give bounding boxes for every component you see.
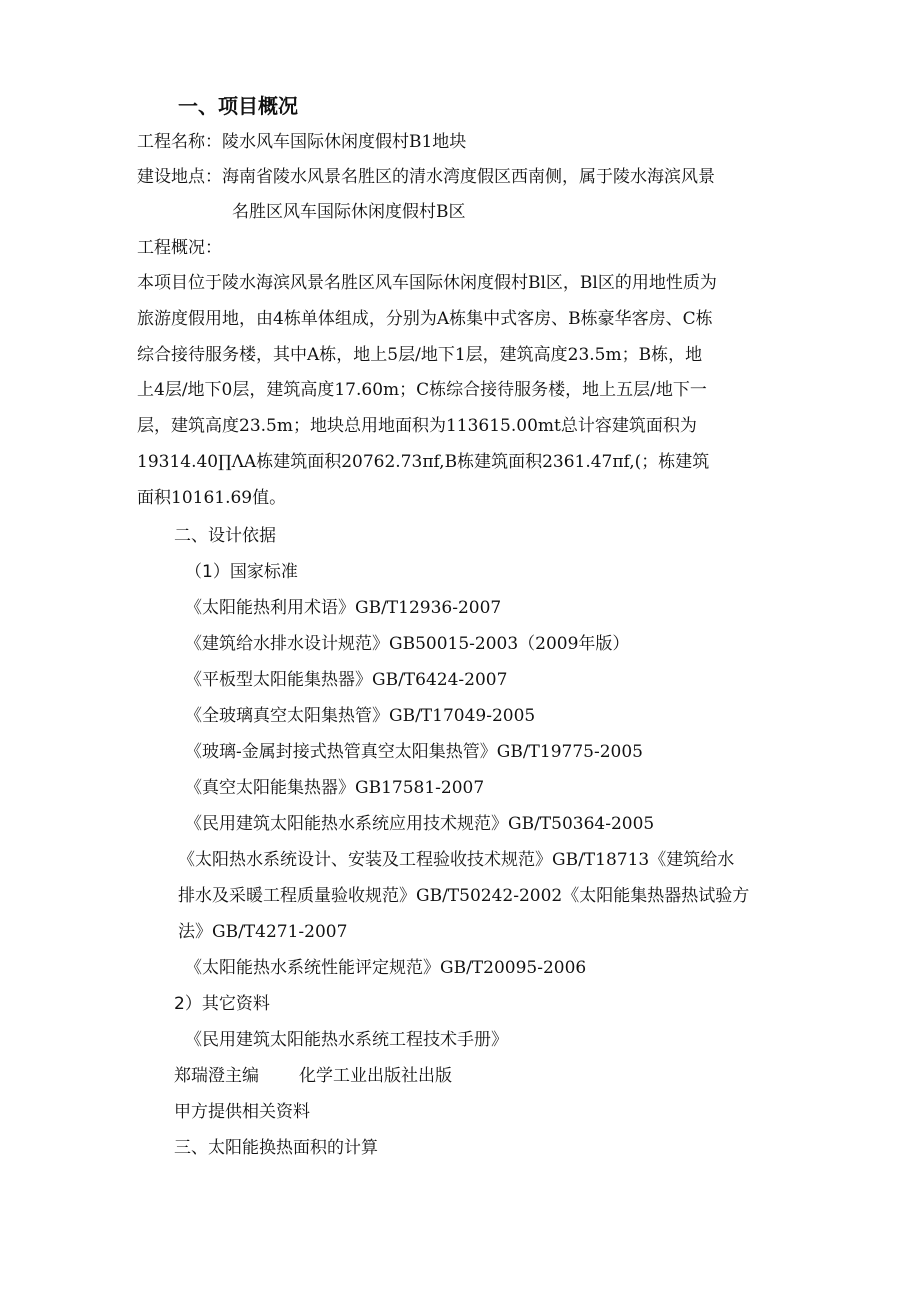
overview-line: 旅游度假用地，由4栋单体组成，分别为A栋集中式客房、B栋豪华客房、C栋 bbox=[137, 309, 713, 329]
overview-line: 19314.40∏ΛA栋建筑面积20762.73πf,B栋建筑面积2361.47πf,(；栋建筑 bbox=[137, 452, 710, 472]
project-name-row bbox=[137, 130, 466, 154]
overview-line: 层，建筑高度23.5m；地块总用地面积为113615.00mt总计容建筑面积为 bbox=[137, 416, 697, 436]
other-materials-title: 2）其它资料 bbox=[174, 994, 270, 1014]
standard-multi-line: 法》GB/T4271-2007 bbox=[178, 922, 348, 942]
overview-line: 综合接待服务楼，其中A栋，地上5层/地下1层，建筑高度23.5m；B栋，地 bbox=[137, 345, 703, 365]
standard-item: 《全玻璃真空太阳集热管》GB/T17049-2005 bbox=[185, 706, 536, 726]
overview-line: 面积10161.69值。 bbox=[137, 488, 287, 508]
national-standards-title: （1）国家标准 bbox=[185, 562, 298, 582]
standard-item: 《玻璃-金属封接式热管真空太阳集热管》GB/T19775-2005 bbox=[185, 742, 643, 762]
project-name-label: 工程名称： bbox=[137, 132, 222, 152]
standard-item: 《平板型太阳能集热器》GB/T6424-2007 bbox=[185, 670, 508, 690]
standard-item: 《建筑给水排水设计规范》GB50015-2003（2009年版） bbox=[185, 634, 630, 654]
location-label: 建设地点： bbox=[137, 167, 222, 187]
standard-item: 《真空太阳能集热器》GB17581-2007 bbox=[185, 778, 485, 798]
reference-item: 《民用建筑太阳能热水系统工程技术手册》 bbox=[185, 1030, 508, 1050]
location-row bbox=[137, 165, 715, 189]
overview-line: 上4层/地下0层，建筑高度17.60m；C栋综合接待服务楼，地上五层/地下一 bbox=[137, 380, 707, 400]
standard-item: 《民用建筑太阳能热水系统应用技术规范》GB/T50364-2005 bbox=[185, 814, 655, 834]
section2-title: 二、设计依据 bbox=[174, 526, 276, 546]
section1-title: 一、项目概况 bbox=[178, 94, 298, 118]
client-docs: 甲方提供相关资料 bbox=[174, 1102, 310, 1122]
location-line-2: 名胜区风车国际休闲度假村B区 bbox=[232, 202, 466, 222]
editor: 郑瑞澄主编 bbox=[174, 1066, 259, 1086]
project-name: 陵水风车国际休闲度假村B1地块 bbox=[222, 132, 467, 152]
overview-line: 本项目位于陵水海滨风景名胜区风车国际休闲度假村Bl区，Bl区的用地性质为 bbox=[137, 273, 717, 293]
location-line-1: 海南省陵水风景名胜区的清水湾度假区西南侧，属于陵水海滨风景 bbox=[222, 167, 715, 187]
overview-label: 工程概况： bbox=[137, 238, 222, 258]
standard-item: 《太阳能热水系统性能评定规范》GB/T20095-2006 bbox=[185, 958, 587, 978]
editor-publisher-row bbox=[174, 1064, 452, 1088]
standard-item: 《太阳能热利用术语》GB/T12936-2007 bbox=[185, 598, 502, 618]
section3-title: 三、太阳能换热面积的计算 bbox=[174, 1138, 378, 1158]
standard-multi-line: 《太阳热水系统设计、安装及工程验收技术规范》GB/T18713《建筑给水 bbox=[178, 850, 735, 870]
publisher: 化学工业出版社出版 bbox=[299, 1066, 452, 1086]
standard-multi-line: 排水及采暖工程质量验收规范》GB/T50242-2002《太阳能集热器热试验方 bbox=[178, 886, 750, 906]
